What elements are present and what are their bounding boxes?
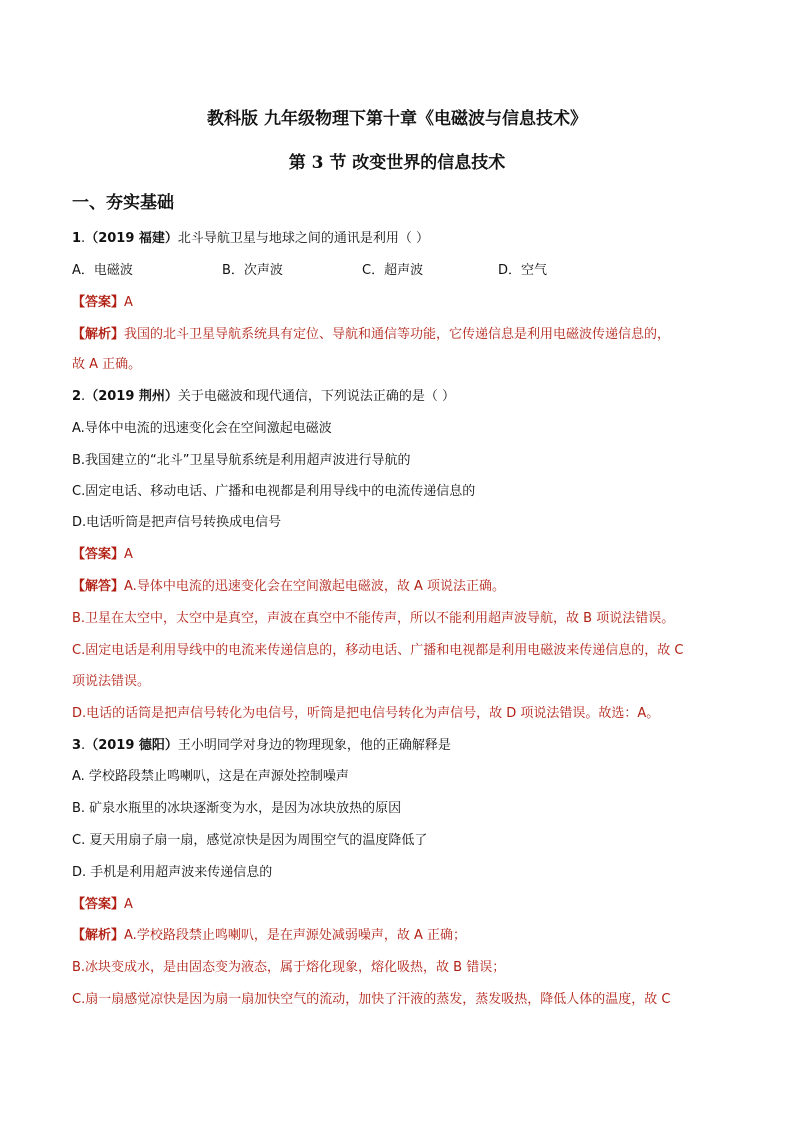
question-number: 2 [72, 389, 82, 404]
section-heading: 一、夯实基础 [72, 193, 174, 213]
answer-tag: 【答案】 [72, 897, 125, 912]
question-2: 2.（2019 荆州）关于电磁波和现代通信，下列说法正确的是（ ） [72, 389, 456, 404]
question-source: （2019 荆州） [85, 389, 178, 404]
question-stem: 王小明同学对身边的物理现象，他的正确解释是 [177, 738, 451, 753]
q3-analysis-line-3: C.扇一扇感觉凉快是因为扇一扇加快空气的流动，加快了汗液的蒸发，蒸发吸热，降低人体的温度，故 C [72, 992, 671, 1007]
q2-option-b: B.我国建立的“北斗”卫星导航系统是利用超声波进行导航的 [72, 453, 411, 468]
q1-analysis-line-1: 【解析】我国的北斗卫星导航系统具有定位、导航和通信等功能，它传递信息是利用电磁波传递信息的， [72, 327, 671, 342]
q2-option-d: D.电话听筒是把声信号转换成电信号 [72, 515, 282, 530]
answer-value: A [124, 897, 133, 912]
q3-option-a: A. 学校路段禁止鸣喇叭，这是在声源处控制噪声 [72, 769, 349, 784]
analysis-tag: 【解答】 [72, 579, 125, 594]
question-3: 3.（2019 德阳）王小明同学对身边的物理现象，他的正确解释是 [72, 738, 451, 753]
document-subtitle: 第 3 节 改变世界的信息技术 [288, 153, 506, 173]
q1-option-c: C．超声波 [362, 263, 424, 278]
q1-option-a: A．电磁波 [72, 263, 133, 278]
answer-tag: 【答案】 [72, 295, 125, 310]
q2-analysis-line-5: D.电话的话筒是把声信号转化为电信号，听筒是把电信号转化为声信号，故 D 项说法错误。故选：A。 [72, 706, 660, 721]
analysis-tag: 【解析】 [72, 327, 125, 342]
q2-analysis-line-4: 项说法错误。 [72, 674, 151, 689]
question-number: 1 [72, 231, 82, 246]
q2-option-c: C.固定电话、移动电话、广播和电视都是利用导线中的电流传递信息的 [72, 484, 476, 499]
answer-value: A [124, 547, 133, 562]
document-title: 教科版 九年级物理下第十章《电磁波与信息技术》 [207, 109, 587, 129]
q3-answer [72, 896, 133, 914]
question-stem: 北斗导航卫星与地球之间的通讯是利用（ ） [177, 231, 430, 246]
question-1: 1.（2019 福建）北斗导航卫星与地球之间的通讯是利用（ ） [72, 231, 430, 246]
q2-analysis-line-3: C.固定电话是利用导线中的电流来传递信息的，移动电话、广播和电视都是利用电磁波来传递信息的，故 C [72, 643, 684, 658]
question-source: （2019 福建） [85, 231, 178, 246]
q1-option-d: D．空气 [498, 263, 548, 278]
q2-answer [72, 546, 133, 564]
answer-value: A [124, 295, 133, 310]
q3-option-d: D. 手机是利用超声波来传递信息的 [72, 865, 273, 880]
analysis-tag: 【解析】 [72, 928, 125, 943]
q1-analysis-line-2: 故 A 正确。 [72, 357, 142, 372]
q2-analysis-line-1: 【解答】A.导体中电流的迅速变化会在空间激起电磁波，故 A 项说法正确。 [72, 579, 505, 594]
q3-analysis-line-2: B.冰块变成水，是由固态变为液态，属于熔化现象，熔化吸热，故 B 错误； [72, 960, 506, 975]
q1-answer [72, 294, 133, 312]
q3-option-c: C. 夏天用扇子扇一扇，感觉凉快是因为周围空气的温度降低了 [72, 833, 428, 848]
question-source: （2019 德阳） [85, 738, 178, 753]
q2-analysis-line-2: B.卫星在太空中，太空中是真空，声波在真空中不能传声，所以不能利用超声波导航，故 B 项说法错误。 [72, 611, 675, 626]
answer-tag: 【答案】 [72, 547, 125, 562]
q1-option-b: B．次声波 [222, 263, 283, 278]
q3-analysis-line-1: 【解析】A.学校路段禁止鸣喇叭，是在声源处减弱噪声，故 A 正确； [72, 928, 466, 943]
q2-option-a: A.导体中电流的迅速变化会在空间激起电磁波 [72, 421, 332, 436]
question-number: 3 [72, 738, 82, 753]
q3-option-b: B. 矿泉水瓶里的冰块逐渐变为水，是因为冰块放热的原因 [72, 801, 402, 816]
question-stem: 关于电磁波和现代通信，下列说法正确的是（ ） [177, 389, 456, 404]
